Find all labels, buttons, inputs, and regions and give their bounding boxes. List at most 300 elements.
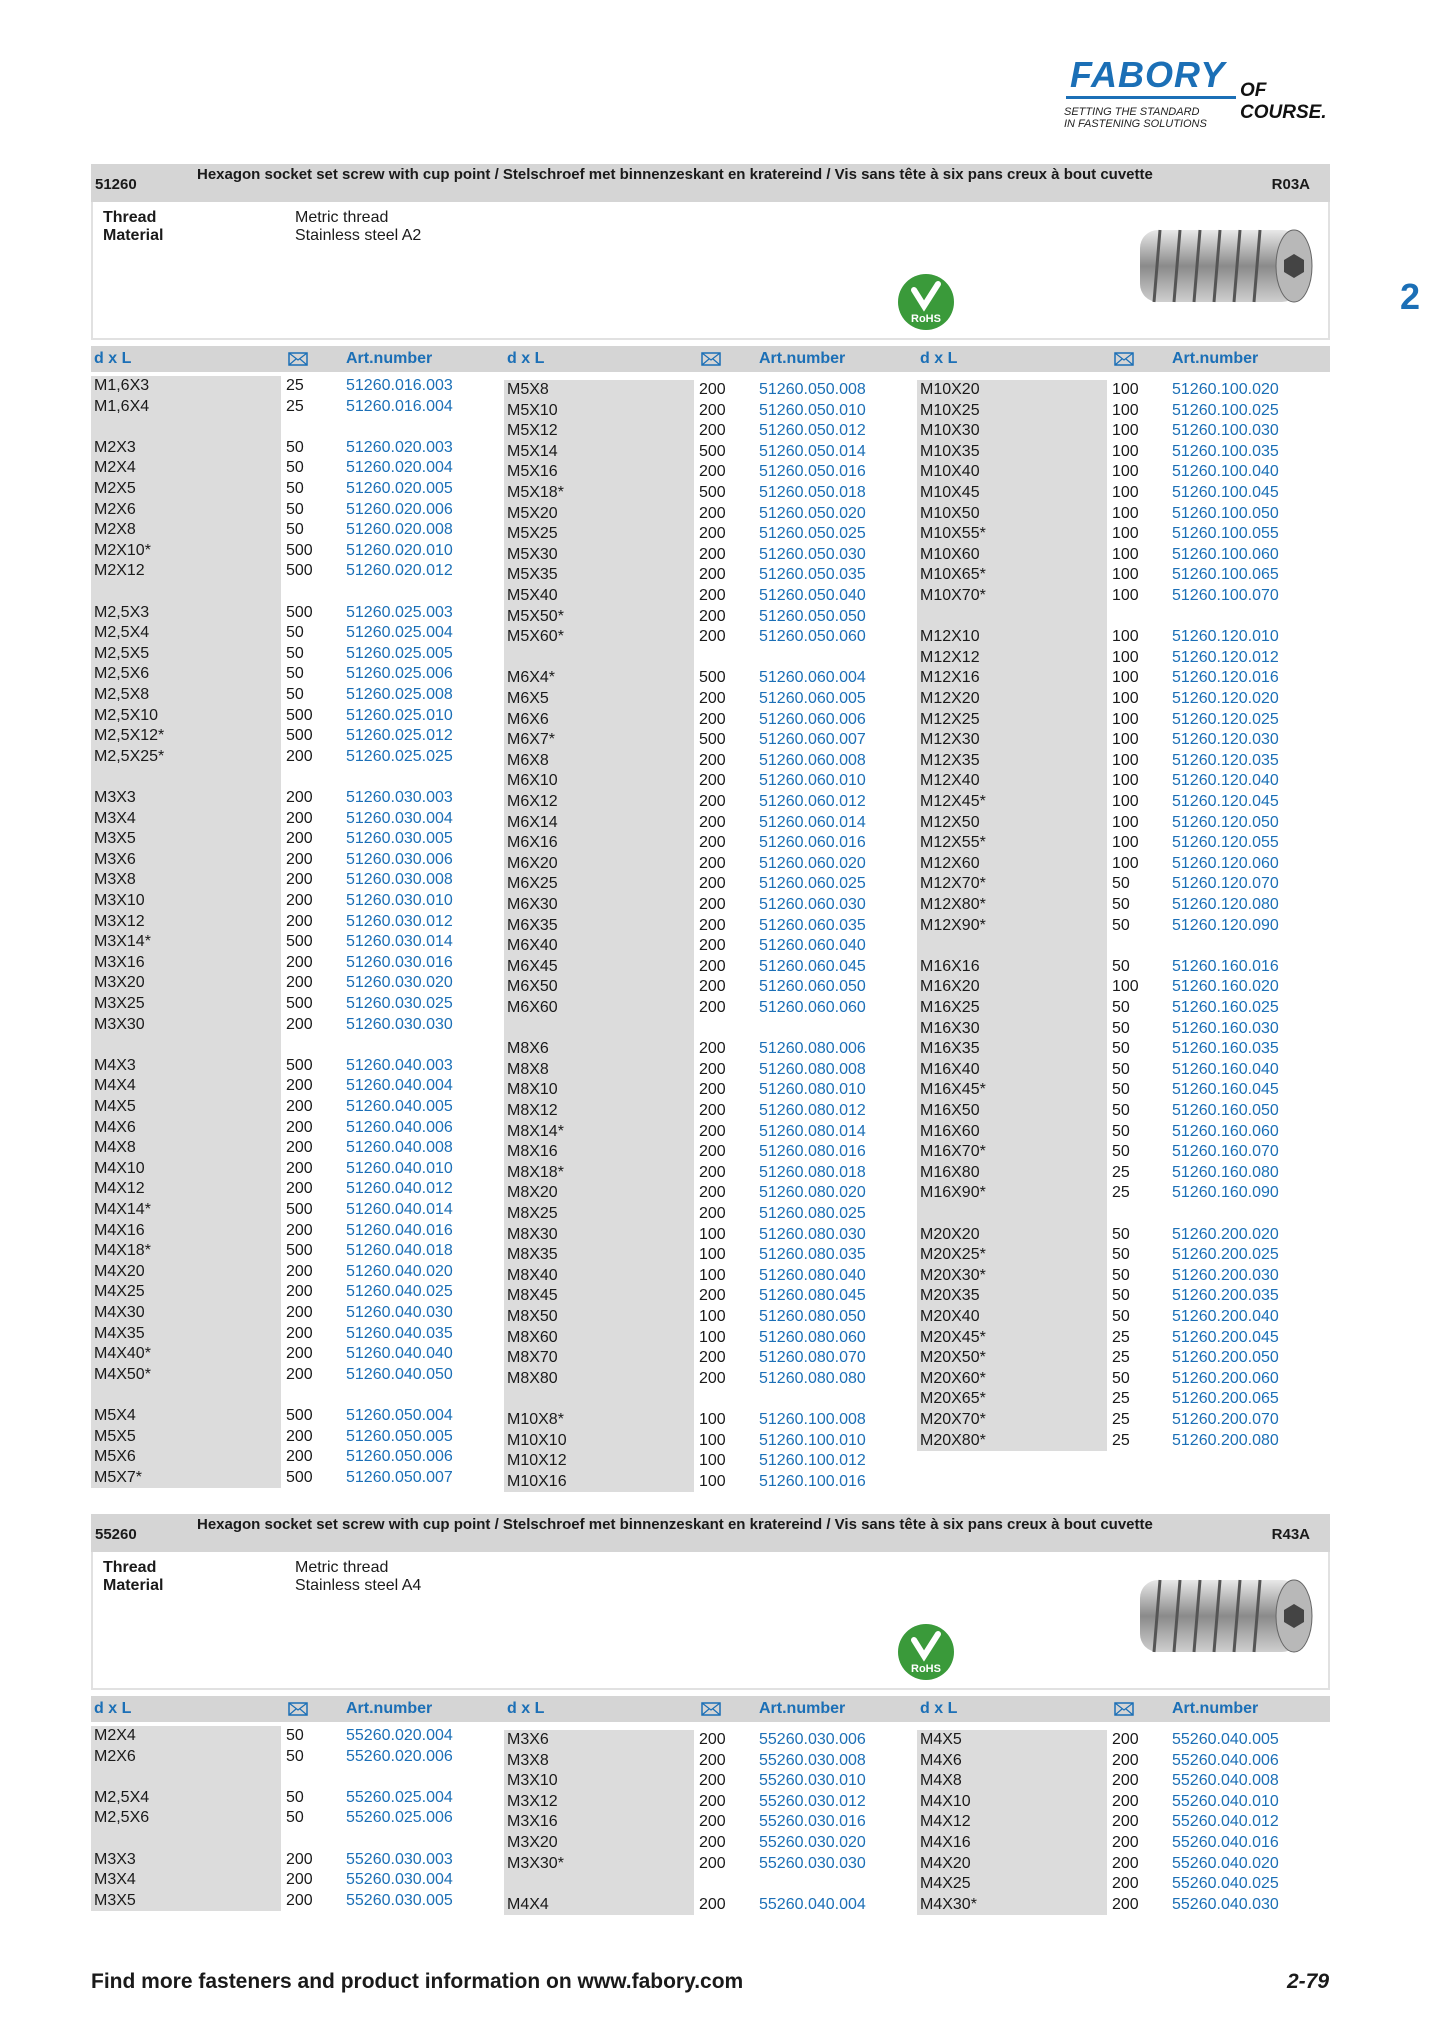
- pack-quantity: 200: [286, 1365, 313, 1383]
- article-number[interactable]: 51260.120.020: [1172, 690, 1279, 707]
- table-row: [91, 397, 503, 417]
- pack-quantity: 50: [1112, 1143, 1130, 1161]
- article-number[interactable]: 55260.030.030: [759, 1854, 866, 1872]
- pack-quantity: 100: [1112, 545, 1139, 563]
- article-number[interactable]: 51260.050.050: [759, 607, 866, 625]
- article-number[interactable]: 55260.030.016: [759, 1813, 866, 1831]
- column-header-dl: d x L: [94, 350, 132, 367]
- size-dxl: M16X40: [920, 1060, 980, 1078]
- table-row: [504, 586, 916, 606]
- article-number[interactable]: 51260.025.003: [346, 603, 453, 621]
- article-number[interactable]: 51260.030.005: [346, 830, 453, 848]
- size-dxl: M3X30*: [507, 1854, 564, 1872]
- table-row: [91, 438, 503, 458]
- size-dxl: M12X20: [920, 690, 980, 707]
- table-row: [917, 462, 1329, 482]
- table-row: [504, 813, 916, 833]
- article-number[interactable]: 51260.050.018: [759, 484, 866, 501]
- article-number[interactable]: 51260.160.040: [1172, 1060, 1279, 1078]
- article-number[interactable]: 51260.120.040: [1172, 772, 1279, 790]
- pack-quantity: 25: [1112, 1411, 1130, 1428]
- size-dxl: M6X25: [507, 875, 558, 893]
- article-number[interactable]: 55260.040.016: [1172, 1834, 1279, 1851]
- article-number[interactable]: 51260.160.070: [1172, 1143, 1279, 1161]
- table-row: [917, 545, 1329, 565]
- pack-quantity: 200: [286, 1850, 313, 1868]
- article-number[interactable]: 51260.120.016: [1172, 669, 1279, 687]
- size-dxl: M16X70*: [920, 1143, 986, 1161]
- size-dxl: M2,5X6: [94, 1809, 150, 1827]
- pack-quantity: 50: [1112, 1040, 1130, 1058]
- article-number[interactable]: 51260.060.007: [759, 731, 866, 749]
- spec-box: [91, 1552, 1330, 1690]
- pack-quantity: 500: [286, 1056, 313, 1074]
- article-number[interactable]: 51260.080.080: [759, 1369, 866, 1387]
- article-number[interactable]: 51260.200.020: [1172, 1225, 1279, 1243]
- size-dxl: M2,5X3: [94, 603, 150, 621]
- product-code: 55260: [95, 1526, 137, 1543]
- size-dxl: M4X6: [94, 1118, 136, 1136]
- pack-quantity: 200: [699, 690, 726, 707]
- pack-quantity: 200: [1112, 1854, 1139, 1872]
- article-number[interactable]: 51260.025.008: [346, 686, 453, 703]
- table-row: [504, 1369, 916, 1389]
- size-dxl: M8X30: [507, 1225, 558, 1243]
- pack-quantity: 500: [286, 706, 313, 724]
- article-number[interactable]: 55260.030.020: [759, 1834, 866, 1851]
- size-dxl: M5X7*: [94, 1468, 143, 1486]
- article-number[interactable]: 51260.040.018: [346, 1242, 453, 1260]
- pack-quantity: 200: [286, 871, 313, 889]
- article-number[interactable]: 51260.050.012: [759, 422, 866, 440]
- article-number[interactable]: 51260.025.010: [346, 706, 453, 724]
- pack-quantity: 200: [1112, 1772, 1139, 1790]
- table-row: [504, 380, 916, 400]
- table-row: [917, 730, 1329, 750]
- article-number[interactable]: 51260.030.012: [346, 912, 453, 930]
- article-number[interactable]: 51260.060.012: [759, 793, 866, 810]
- column-header-dl: d x L: [920, 1700, 958, 1717]
- article-number[interactable]: 51260.040.016: [346, 1221, 453, 1239]
- article-number[interactable]: 51260.120.070: [1172, 875, 1279, 893]
- article-number[interactable]: 51260.060.035: [759, 916, 866, 934]
- article-number[interactable]: 51260.100.020: [1172, 381, 1279, 398]
- article-number[interactable]: 51260.025.004: [346, 624, 453, 642]
- article-number[interactable]: 51260.200.080: [1172, 1431, 1279, 1449]
- pack-quantity: 200: [286, 830, 313, 848]
- article-number[interactable]: 51260.100.010: [759, 1431, 866, 1449]
- article-number[interactable]: 51260.016.004: [346, 397, 453, 415]
- size-dxl: M3X20: [94, 974, 145, 992]
- article-number[interactable]: 51260.060.050: [759, 978, 866, 996]
- size-dxl: M2X10*: [94, 541, 151, 559]
- article-number[interactable]: 51260.040.040: [346, 1345, 453, 1363]
- article-number[interactable]: 51260.100.065: [1172, 566, 1279, 584]
- pack-quantity: 100: [1112, 834, 1139, 852]
- article-number[interactable]: 51260.030.008: [346, 871, 453, 889]
- article-number[interactable]: 51260.120.050: [1172, 813, 1279, 831]
- article-number[interactable]: 51260.050.008: [759, 381, 866, 398]
- article-number[interactable]: 51260.040.004: [346, 1077, 453, 1095]
- table-row: [917, 483, 1329, 503]
- article-number[interactable]: 51260.030.006: [346, 850, 453, 868]
- article-number[interactable]: 51260.060.016: [759, 834, 866, 852]
- article-number[interactable]: 51260.050.005: [346, 1427, 453, 1445]
- column-header-dl: d x L: [94, 1700, 132, 1717]
- article-number[interactable]: 51260.080.012: [759, 1102, 866, 1119]
- table-row: [504, 1245, 916, 1265]
- article-number[interactable]: 51260.060.010: [759, 772, 866, 790]
- size-dxl: M10X16: [507, 1472, 567, 1490]
- table-row: [504, 401, 916, 421]
- article-number[interactable]: 51260.050.020: [759, 504, 866, 522]
- size-dxl: M16X25: [920, 999, 980, 1016]
- article-number[interactable]: 51260.120.060: [1172, 854, 1279, 872]
- article-number[interactable]: 51260.200.030: [1172, 1266, 1279, 1284]
- article-number[interactable]: 51260.200.035: [1172, 1287, 1279, 1305]
- article-number[interactable]: 51260.040.030: [346, 1304, 453, 1321]
- article-number[interactable]: 51260.016.003: [346, 377, 453, 394]
- article-number[interactable]: 51260.060.045: [759, 957, 866, 975]
- article-number[interactable]: 55260.030.005: [346, 1891, 453, 1909]
- article-number[interactable]: 51260.200.040: [1172, 1308, 1279, 1325]
- article-number[interactable]: 51260.120.035: [1172, 751, 1279, 769]
- article-number[interactable]: 55260.040.008: [1172, 1772, 1279, 1790]
- article-number[interactable]: 51260.080.045: [759, 1287, 866, 1305]
- size-dxl: M10X50: [920, 504, 980, 522]
- article-number[interactable]: 51260.050.040: [759, 587, 866, 604]
- article-number[interactable]: 51260.160.060: [1172, 1122, 1279, 1140]
- article-number[interactable]: 51260.060.040: [759, 937, 866, 955]
- pack-quantity: 200: [286, 1304, 313, 1321]
- article-number[interactable]: 51260.080.050: [759, 1308, 866, 1325]
- article-number[interactable]: 51260.080.020: [759, 1184, 866, 1202]
- article-number[interactable]: 55260.040.004: [759, 1895, 866, 1913]
- article-number[interactable]: 51260.160.080: [1172, 1163, 1279, 1181]
- size-dxl: M6X50: [507, 978, 558, 996]
- pack-quantity: 50: [286, 438, 304, 456]
- table-row: [91, 850, 503, 870]
- article-number[interactable]: 51260.050.016: [759, 463, 866, 481]
- article-number[interactable]: 51260.030.020: [346, 974, 453, 992]
- article-number[interactable]: 55260.040.012: [1172, 1813, 1279, 1831]
- article-number[interactable]: 51260.050.006: [346, 1448, 453, 1466]
- article-number[interactable]: 51260.160.050: [1172, 1102, 1279, 1119]
- article-number[interactable]: 51260.200.025: [1172, 1246, 1279, 1264]
- article-number[interactable]: 51260.160.035: [1172, 1040, 1279, 1058]
- article-number[interactable]: 55260.040.010: [1172, 1792, 1279, 1810]
- article-number[interactable]: 51260.160.045: [1172, 1081, 1279, 1099]
- table-row: [504, 668, 916, 688]
- article-number[interactable]: 55260.040.030: [1172, 1895, 1279, 1913]
- size-dxl: M20X20: [920, 1225, 980, 1243]
- table-row: [917, 1895, 1329, 1915]
- article-number[interactable]: 51260.060.014: [759, 813, 866, 831]
- table-row: [91, 1138, 503, 1158]
- article-number[interactable]: 51260.060.008: [759, 751, 866, 769]
- article-number[interactable]: 51260.100.035: [1172, 442, 1279, 460]
- article-number[interactable]: 51260.025.025: [346, 747, 453, 765]
- article-number[interactable]: 55260.030.006: [759, 1731, 866, 1748]
- article-number[interactable]: 51260.020.005: [346, 480, 453, 497]
- article-number[interactable]: 51260.200.045: [1172, 1328, 1279, 1346]
- article-number[interactable]: 51260.100.016: [759, 1472, 866, 1490]
- footer-text: Find more fasteners and product information on www.fabory.com: [91, 1970, 744, 1993]
- article-number[interactable]: 55260.025.004: [346, 1788, 453, 1806]
- article-number[interactable]: 51260.025.012: [346, 727, 453, 745]
- article-number[interactable]: 51260.080.025: [759, 1205, 866, 1222]
- article-number[interactable]: 51260.025.005: [346, 644, 453, 662]
- size-dxl: M2X4: [94, 1727, 136, 1744]
- table-row: [504, 1854, 916, 1874]
- table-row: [91, 1056, 503, 1076]
- article-number[interactable]: 51260.160.020: [1172, 978, 1279, 996]
- article-number[interactable]: 55260.040.005: [1172, 1731, 1279, 1748]
- size-dxl: M20X70*: [920, 1411, 986, 1428]
- article-number[interactable]: 55260.030.004: [346, 1871, 453, 1889]
- article-number[interactable]: 51260.060.006: [759, 710, 866, 728]
- article-number[interactable]: 51260.100.025: [1172, 401, 1279, 419]
- size-dxl: M10X25: [920, 401, 980, 419]
- article-number[interactable]: 51260.080.040: [759, 1266, 866, 1284]
- pack-quantity: 50: [286, 1727, 304, 1744]
- article-number[interactable]: 51260.160.030: [1172, 1019, 1279, 1037]
- article-number[interactable]: 51260.030.004: [346, 809, 453, 827]
- pack-quantity: 200: [699, 1369, 726, 1387]
- article-number[interactable]: 51260.080.035: [759, 1246, 866, 1264]
- article-number[interactable]: 51260.040.014: [346, 1201, 453, 1218]
- article-number[interactable]: 51260.120.012: [1172, 648, 1279, 666]
- article-number[interactable]: 51260.100.008: [759, 1411, 866, 1428]
- table-header: [91, 346, 1330, 372]
- article-number[interactable]: 51260.080.018: [759, 1163, 866, 1181]
- size-dxl: M4X4: [507, 1895, 549, 1913]
- article-number[interactable]: 51260.050.014: [759, 442, 866, 460]
- set-screw-image: [1130, 216, 1320, 316]
- article-number[interactable]: 51260.100.030: [1172, 422, 1279, 440]
- size-dxl: M12X45*: [920, 793, 986, 810]
- table-row: [504, 730, 916, 750]
- article-number[interactable]: 51260.080.060: [759, 1328, 866, 1346]
- table-row: [91, 870, 503, 890]
- pack-quantity: 25: [1112, 1184, 1130, 1202]
- article-number[interactable]: 51260.060.005: [759, 690, 866, 707]
- article-number[interactable]: 55260.030.010: [759, 1772, 866, 1790]
- pack-quantity: 100: [699, 1308, 726, 1325]
- pack-quantity: 200: [699, 504, 726, 522]
- article-number[interactable]: 51260.100.040: [1172, 463, 1279, 481]
- article-number[interactable]: 51260.050.035: [759, 566, 866, 584]
- size-dxl: M2X3: [94, 438, 136, 456]
- table-row: [504, 1225, 916, 1245]
- pack-quantity: 500: [699, 442, 726, 460]
- article-number[interactable]: 51260.060.060: [759, 999, 866, 1016]
- article-number[interactable]: 51260.200.065: [1172, 1390, 1279, 1408]
- article-number[interactable]: 51260.030.003: [346, 789, 453, 806]
- article-number[interactable]: 51260.200.070: [1172, 1411, 1279, 1428]
- table-row: [917, 1812, 1329, 1832]
- pack-quantity: 50: [286, 665, 304, 683]
- article-number[interactable]: 51260.050.030: [759, 545, 866, 563]
- size-dxl: M12X70*: [920, 875, 986, 893]
- article-number[interactable]: 51260.120.090: [1172, 916, 1279, 934]
- size-dxl: M1,6X4: [94, 397, 150, 415]
- article-number[interactable]: 55260.030.003: [346, 1850, 453, 1868]
- fabory-logo: [1062, 54, 1352, 134]
- table-row: [917, 710, 1329, 730]
- table-row: [91, 1303, 503, 1323]
- article-number[interactable]: 51260.200.060: [1172, 1369, 1279, 1387]
- article-number[interactable]: 51260.160.090: [1172, 1184, 1279, 1202]
- article-number[interactable]: 51260.020.004: [346, 459, 453, 477]
- article-number[interactable]: 51260.060.004: [759, 669, 866, 687]
- pack-quantity: 50: [286, 480, 304, 497]
- table-row: [91, 973, 503, 993]
- size-dxl: M3X3: [94, 789, 136, 806]
- article-number[interactable]: 51260.040.006: [346, 1118, 453, 1136]
- article-number[interactable]: 51260.050.025: [759, 525, 866, 543]
- article-number[interactable]: 51260.080.016: [759, 1143, 866, 1161]
- article-number[interactable]: 51260.050.007: [346, 1468, 453, 1486]
- pack-quantity: 500: [699, 484, 726, 501]
- table-row: [91, 1344, 503, 1364]
- article-number[interactable]: 51260.120.045: [1172, 793, 1279, 810]
- article-number[interactable]: 51260.120.080: [1172, 896, 1279, 913]
- size-dxl: M10X12: [507, 1452, 567, 1470]
- article-number[interactable]: 51260.080.070: [759, 1349, 866, 1367]
- article-number[interactable]: 51260.040.012: [346, 1180, 453, 1198]
- size-dxl: M5X5: [94, 1427, 136, 1445]
- article-number[interactable]: 51260.160.025: [1172, 999, 1279, 1016]
- article-number[interactable]: 51260.025.006: [346, 665, 453, 683]
- article-number[interactable]: 55260.040.006: [1172, 1751, 1279, 1769]
- article-number[interactable]: 51260.120.025: [1172, 710, 1279, 728]
- pack-quantity: 200: [286, 1891, 313, 1909]
- article-number[interactable]: 51260.030.016: [346, 953, 453, 971]
- article-number[interactable]: 51260.040.035: [346, 1324, 453, 1342]
- article-number[interactable]: 51260.040.005: [346, 1098, 453, 1115]
- size-dxl: M20X50*: [920, 1349, 986, 1367]
- table-row: [91, 1015, 503, 1035]
- article-number[interactable]: 51260.050.004: [346, 1407, 453, 1424]
- article-number[interactable]: 51260.030.010: [346, 892, 453, 909]
- section-header: [91, 164, 1330, 202]
- table-row: [504, 1163, 916, 1183]
- size-dxl: M8X18*: [507, 1163, 564, 1181]
- pack-quantity: 200: [699, 1751, 726, 1769]
- article-number[interactable]: 51260.100.055: [1172, 525, 1279, 543]
- article-number[interactable]: 55260.040.020: [1172, 1854, 1279, 1872]
- article-number[interactable]: 51260.020.010: [346, 541, 453, 559]
- article-number[interactable]: 51260.030.025: [346, 995, 453, 1012]
- article-number[interactable]: 51260.120.010: [1172, 628, 1279, 646]
- article-number[interactable]: 51260.160.016: [1172, 957, 1279, 975]
- article-number[interactable]: 51260.020.006: [346, 500, 453, 518]
- pack-quantity: 50: [1112, 1225, 1130, 1243]
- article-number[interactable]: 51260.050.010: [759, 401, 866, 419]
- table-row: [917, 1874, 1329, 1894]
- table-row: [917, 504, 1329, 524]
- article-number[interactable]: 51260.020.003: [346, 438, 453, 456]
- article-number[interactable]: 51260.120.030: [1172, 731, 1279, 749]
- article-number[interactable]: 51260.080.010: [759, 1081, 866, 1099]
- table-row: [91, 1118, 503, 1138]
- size-dxl: M2,5X6: [94, 665, 150, 683]
- size-dxl: M16X90*: [920, 1184, 986, 1202]
- size-dxl: M20X80*: [920, 1431, 986, 1449]
- pack-quantity: 200: [699, 587, 726, 604]
- table-row: [917, 895, 1329, 915]
- article-number[interactable]: 55260.030.008: [759, 1751, 866, 1769]
- article-number[interactable]: 55260.025.006: [346, 1809, 453, 1827]
- article-number[interactable]: 51260.040.020: [346, 1262, 453, 1280]
- pack-quantity: 50: [286, 1747, 304, 1765]
- size-dxl: M5X18*: [507, 484, 564, 501]
- article-number[interactable]: 51260.100.045: [1172, 484, 1279, 501]
- table-row: [91, 520, 503, 540]
- article-number[interactable]: 51260.040.008: [346, 1139, 453, 1157]
- article-number[interactable]: 51260.100.070: [1172, 587, 1279, 604]
- pack-quantity: 100: [699, 1452, 726, 1470]
- article-number[interactable]: 55260.040.025: [1172, 1875, 1279, 1893]
- article-number[interactable]: 51260.120.055: [1172, 834, 1279, 852]
- article-number[interactable]: 51260.080.008: [759, 1060, 866, 1078]
- column-header-art: Art.number: [759, 350, 846, 367]
- article-number[interactable]: 51260.060.020: [759, 854, 866, 872]
- thread-value: Metric thread: [295, 209, 389, 226]
- size-dxl: M8X16: [507, 1143, 558, 1161]
- column-header-art: Art.number: [1172, 1700, 1259, 1717]
- article-number[interactable]: 51260.020.012: [346, 562, 453, 580]
- article-number[interactable]: 51260.040.010: [346, 1159, 453, 1177]
- logo-tagline-line2: IN FASTENING SOLUTIONS: [1064, 118, 1207, 130]
- table-row: [504, 1122, 916, 1142]
- size-dxl: M4X10: [94, 1159, 145, 1177]
- article-number[interactable]: 51260.200.050: [1172, 1349, 1279, 1367]
- pack-quantity: 100: [699, 1472, 726, 1490]
- size-dxl: M12X16: [920, 669, 980, 687]
- article-number[interactable]: 51260.030.030: [346, 1015, 453, 1033]
- article-number[interactable]: 51260.050.060: [759, 628, 866, 646]
- article-number[interactable]: 51260.080.006: [759, 1040, 866, 1058]
- table-row: [917, 1080, 1329, 1100]
- article-number[interactable]: 51260.020.008: [346, 521, 453, 539]
- pack-quantity: 500: [286, 541, 313, 559]
- article-number[interactable]: 51260.040.025: [346, 1283, 453, 1301]
- table-row: [917, 1348, 1329, 1368]
- article-number[interactable]: 55260.020.004: [346, 1727, 453, 1744]
- pack-quantity: 500: [286, 1468, 313, 1486]
- table-row: [91, 953, 503, 973]
- article-number[interactable]: 51260.060.025: [759, 875, 866, 893]
- product-section-51260: [91, 164, 1330, 1490]
- article-number[interactable]: 51260.060.030: [759, 896, 866, 913]
- table-row: [917, 524, 1329, 544]
- article-number[interactable]: 51260.100.060: [1172, 545, 1279, 563]
- article-number[interactable]: 51260.080.030: [759, 1225, 866, 1243]
- article-number[interactable]: 55260.020.006: [346, 1747, 453, 1765]
- pack-quantity: 200: [286, 809, 313, 827]
- table-row: [917, 854, 1329, 874]
- article-number[interactable]: 51260.030.014: [346, 933, 453, 951]
- article-number[interactable]: 51260.040.003: [346, 1056, 453, 1074]
- pack-quantity: 500: [699, 731, 726, 749]
- article-number[interactable]: 55260.030.012: [759, 1792, 866, 1810]
- article-number[interactable]: 51260.080.014: [759, 1122, 866, 1140]
- article-number[interactable]: 51260.040.050: [346, 1365, 453, 1383]
- article-number[interactable]: 51260.100.012: [759, 1452, 866, 1470]
- article-number[interactable]: 51260.100.050: [1172, 504, 1279, 522]
